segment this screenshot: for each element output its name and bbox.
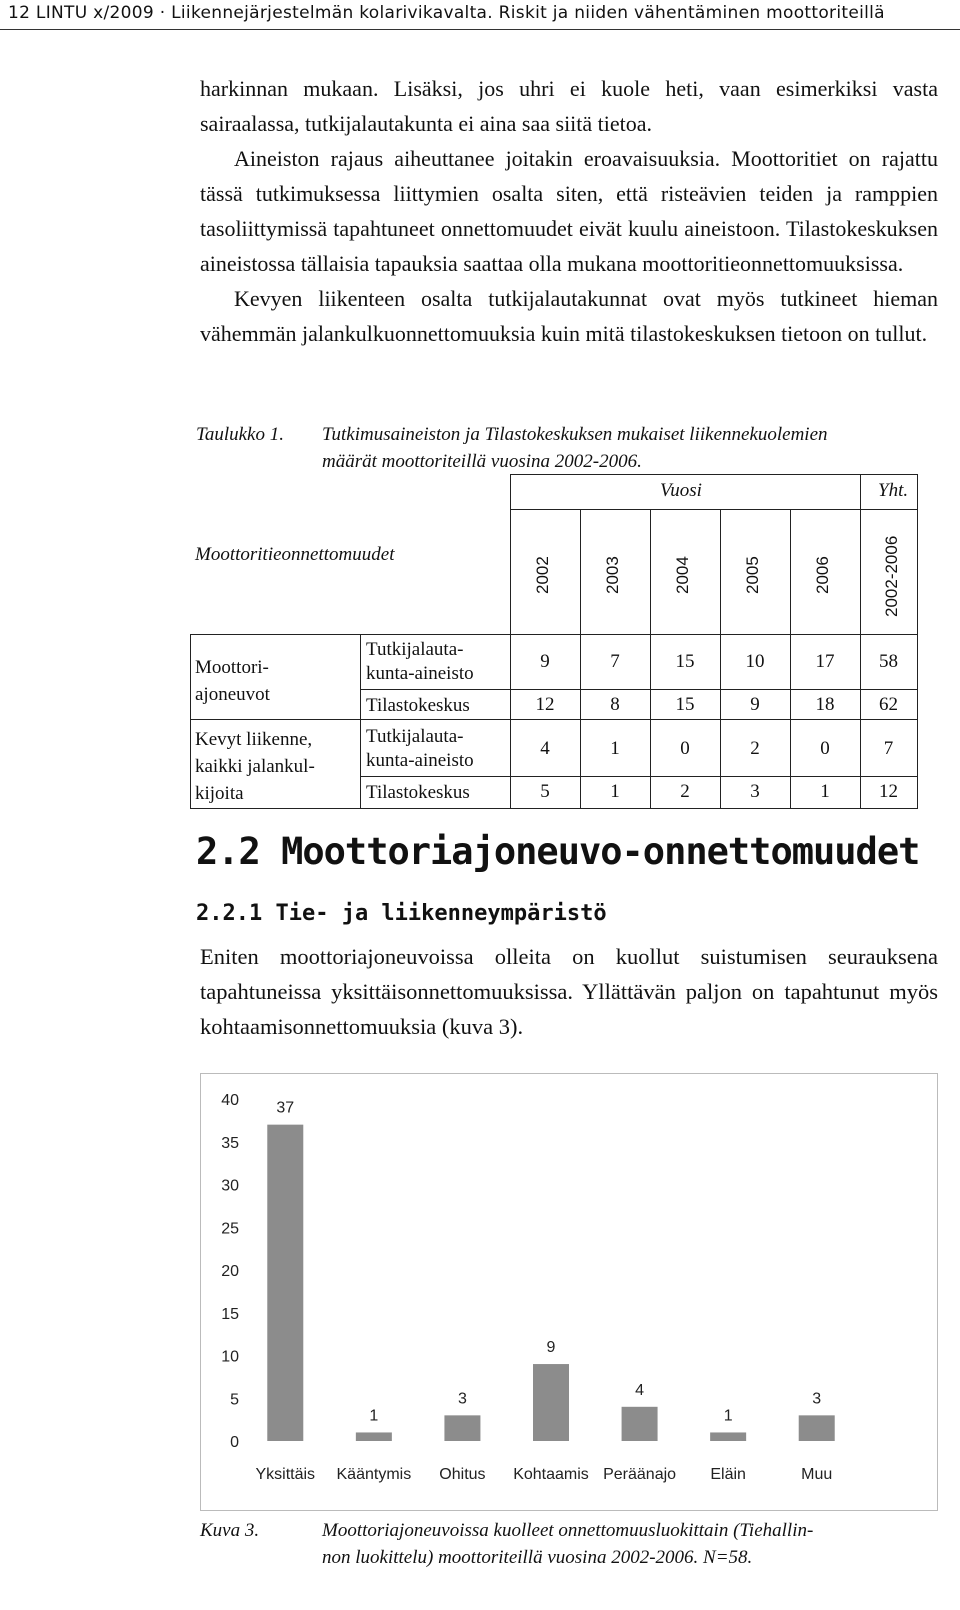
bar (267, 1125, 303, 1441)
bar-chart (201, 1074, 937, 1510)
table-caption-label: Taulukko 1. (196, 424, 284, 445)
year-label: 2006 (813, 556, 832, 594)
bar (533, 1364, 569, 1441)
paragraph-2: Aineiston rajaus aiheuttanee joitakin eroavaisuuksia. Moottoritiet on rajattu tässä tutkimuksessa liittymien osalta siten, että risteävien teiden ja ramppien tasoliittymissä tapahtuneet onnettomuudet eivät kuulu aineistoon. Tilastokeskuksen aineistossa tällaisia tapauksia saattaa olla mukana moottoritieonnettomuuksissa. (200, 146, 938, 276)
x-tick-label: Ohitus (439, 1466, 486, 1483)
data-label: 37 (276, 1099, 295, 1117)
year-label: 2005 (743, 556, 762, 594)
data-label: 1 (369, 1407, 379, 1425)
y-tick-label: 0 (230, 1434, 239, 1451)
y-tick-label: 40 (221, 1092, 239, 1109)
data-label: 9 (546, 1339, 556, 1357)
figure-caption-label: Kuva 3. (200, 1520, 260, 1541)
header-text: 12 LINTU x/2009 · Liikennejärjestelmän kolarivikavalta. Riskit ja niiden vähentäminen moottoriteillä (8, 3, 885, 23)
vuosi-header: Vuosi (660, 480, 702, 501)
table-cell: 1 (610, 738, 620, 759)
bar (799, 1415, 835, 1441)
spacer (190, 634, 191, 635)
figure-caption-line2: non luokittelu) moottoriteillä vuosina 2002-2006. N=58. (322, 1547, 753, 1568)
table-hline (360, 689, 918, 690)
y-tick-label: 25 (221, 1220, 239, 1238)
bar (356, 1432, 392, 1441)
x-tick-label: Kääntymis (336, 1466, 412, 1483)
yht-header: Yht. (878, 480, 909, 501)
bar (710, 1432, 746, 1441)
table-vline (360, 634, 361, 809)
table-cell: 12 (535, 694, 555, 715)
chart-frame (200, 1073, 938, 1511)
table-cell: 8 (610, 694, 620, 715)
year-header-2004 (671, 522, 701, 622)
table-hline (360, 776, 918, 777)
y-tick-label: 10 (221, 1348, 239, 1366)
table-hline (190, 634, 918, 635)
bar (622, 1407, 658, 1441)
year-label: 2002 (533, 556, 552, 594)
table-cell: 2 (680, 781, 690, 802)
figure-caption-line1: Moottoriajoneuvoissa kuolleet onnettomuusluokittain (Tiehallin- (322, 1520, 814, 1541)
table-vline (510, 474, 511, 509)
page-header (0, 0, 960, 30)
table-cell: 9 (540, 651, 550, 672)
group-name-line: kaikki jalankul- (195, 756, 315, 777)
table-vline (917, 474, 918, 809)
table-vline (190, 634, 191, 809)
subsection-heading: 2.2.1 Tie- ja liikenneympäristö (196, 901, 607, 926)
source-label (366, 725, 474, 773)
table-cell: 9 (750, 694, 760, 715)
table-cell: 1 (820, 781, 830, 802)
table-bottom-line (190, 808, 918, 809)
data-label: 3 (457, 1390, 467, 1408)
group-name-motor (195, 654, 270, 708)
table-hline (190, 719, 918, 720)
section-heading: 2.2 Moottoriajoneuvo-onnettomuudet (196, 830, 920, 873)
y-tick-label: 20 (221, 1263, 239, 1280)
table-caption-line1: Tutkimusaineiston ja Tilastokeskuksen mukaiset liikennekuolemien (322, 424, 828, 445)
data-table (190, 474, 918, 809)
bar (444, 1415, 480, 1441)
table-cell: 58 (879, 651, 898, 672)
table-cell: 1 (610, 781, 620, 802)
table-cell: 0 (680, 738, 690, 759)
section-paragraph: Eniten moottoriajoneuvoissa olleita on kuollut suistumisen seurauksena tapahtuneissa yksittäisonnettomuuksissa. Yllättävän paljon on tapahtunut myös kohtaamisonnettomuuksia (kuva 3). (200, 944, 938, 1039)
x-tick-label: Kohtaamis (513, 1466, 589, 1483)
table-cell: 17 (815, 651, 835, 672)
year-label: 2004 (673, 556, 692, 594)
paragraph-1: harkinnan mukaan. Lisäksi, jos uhri ei kuole heti, vaan esimerkiksi vasta sairaalassa, tutkijalautakunta ei aina saa siitä tietoa. (200, 76, 938, 136)
year-header-2005 (741, 522, 771, 622)
table-cell: 7 (883, 738, 894, 759)
data-label: 1 (723, 1407, 733, 1425)
data-label: 4 (635, 1381, 645, 1399)
group-name-light (195, 726, 315, 807)
y-tick-label: 30 (221, 1177, 239, 1195)
group-name-line: ajoneuvot (195, 684, 270, 705)
x-tick-label: Peräänajo (603, 1466, 677, 1483)
year-header-2002 (531, 522, 561, 622)
group-name-line: Moottori- (195, 657, 269, 678)
row-header: Moottoritieonnettomuudet (195, 544, 395, 565)
y-tick-label: 15 (221, 1305, 239, 1323)
y-tick-label: 35 (221, 1134, 239, 1152)
group-name-line: kijoita (195, 783, 244, 804)
table-cell: 12 (879, 781, 898, 802)
data-label: 3 (812, 1390, 822, 1408)
year-label: 2002-2006 (882, 535, 901, 617)
source-label: Tilastokeskus (366, 695, 470, 716)
table-cell: 15 (675, 694, 695, 715)
table-cell: 10 (745, 651, 765, 672)
table-top-line (510, 474, 918, 475)
source-label-line: kunta-aineisto (366, 663, 474, 684)
table-cell: 5 (540, 781, 550, 802)
year-header-2006 (811, 522, 841, 622)
year-header-total (880, 519, 910, 629)
source-label (366, 638, 474, 686)
table-cell: 18 (815, 694, 835, 715)
table-cell: 62 (879, 694, 898, 715)
source-label-line: Tutkijalauta- (366, 639, 464, 660)
x-tick-label: Eläin (710, 1466, 746, 1483)
table-cell: 3 (750, 781, 760, 802)
table-cell: 2 (750, 738, 760, 759)
table-cell: 7 (610, 651, 620, 672)
year-label: 2003 (603, 556, 622, 594)
table-cell: 15 (675, 651, 695, 672)
intro-text (200, 71, 938, 351)
source-label: Tilastokeskus (366, 782, 470, 803)
x-tick-label: Muu (801, 1466, 833, 1483)
group-name-line: Kevyt liikenne, (195, 729, 313, 750)
table-hline (510, 509, 918, 510)
source-label-line: kunta-aineisto (366, 750, 474, 771)
source-label-line: Tutkijalauta- (366, 726, 464, 747)
table-cell: 0 (820, 738, 830, 759)
y-tick-label: 5 (230, 1391, 239, 1409)
x-tick-label: Yksittäis (255, 1466, 316, 1483)
table-cell: 4 (540, 738, 550, 759)
table-caption-line2: määrät moottoriteillä vuosina 2002-2006. (322, 451, 642, 472)
paragraph-3: Kevyen liikenteen osalta tutkijalautakunnat ovat myös tutkineet hieman vähemmän jalankulkuonnettomuuksia kuin mitä tilastokeskuksen tietoon on tullut. (200, 286, 938, 346)
table-vline (510, 509, 511, 634)
year-header-2003 (601, 522, 631, 622)
